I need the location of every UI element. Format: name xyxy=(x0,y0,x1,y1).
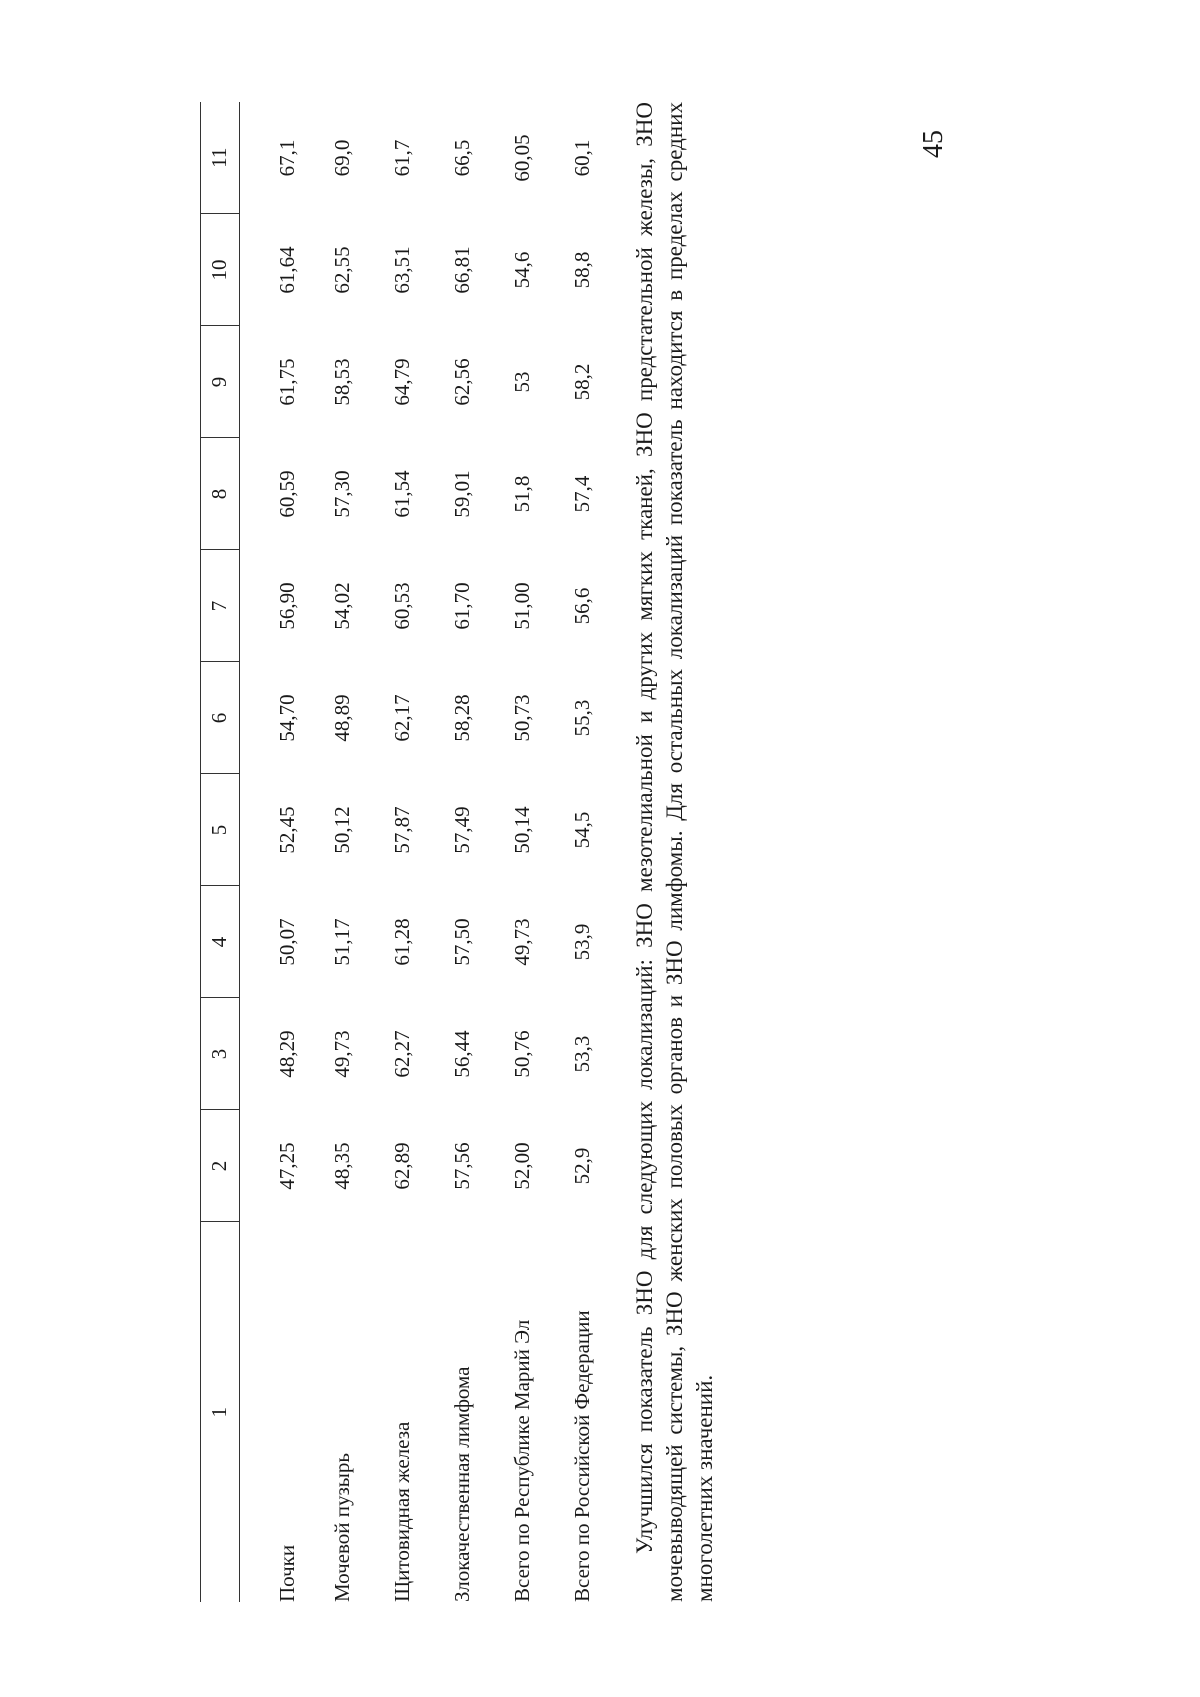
table-cell: 57,4 xyxy=(569,475,594,513)
table-cell: 52,9 xyxy=(569,1147,594,1185)
table-cell: 50,14 xyxy=(509,806,534,854)
table-cell: 57,56 xyxy=(449,1142,474,1190)
row-label: Щитовидная железа xyxy=(389,1421,414,1602)
table-cell: 48,89 xyxy=(329,694,354,742)
rotated-content xyxy=(200,90,760,1610)
column-header: 4 xyxy=(201,886,240,998)
table-row xyxy=(552,102,612,1602)
table-row xyxy=(492,102,552,1602)
table-cell: 50,73 xyxy=(509,694,534,742)
table-cell: 52,00 xyxy=(509,1142,534,1190)
table-cell: 56,44 xyxy=(449,1030,474,1078)
table-cell: 54,70 xyxy=(274,694,299,742)
column-header: 7 xyxy=(201,550,240,662)
table-cell: 60,59 xyxy=(274,470,299,518)
table-cell: 54,02 xyxy=(329,582,354,630)
table-cell: 62,55 xyxy=(329,246,354,294)
table-cell: 61,75 xyxy=(274,358,299,406)
table-cell: 56,90 xyxy=(274,582,299,630)
table-cell: 62,17 xyxy=(389,694,414,742)
table-row xyxy=(312,102,372,1602)
table-cell: 48,29 xyxy=(274,1030,299,1078)
summary-paragraph xyxy=(630,102,720,1602)
table-cell: 57,87 xyxy=(389,806,414,854)
table-cell: 60,05 xyxy=(509,134,534,182)
table-cell: 64,79 xyxy=(389,358,414,406)
table-cell: 51,8 xyxy=(509,475,534,513)
row-label: Всего по Российской Федерации xyxy=(569,1310,594,1602)
statistics-table xyxy=(200,102,612,1602)
table-cell: 61,64 xyxy=(274,246,299,294)
table-cell: 50,12 xyxy=(329,806,354,854)
table-row xyxy=(240,102,313,1602)
table-cell: 53 xyxy=(509,371,534,393)
table-cell: 57,49 xyxy=(449,806,474,854)
table-cell: 62,56 xyxy=(449,358,474,406)
column-header: 5 xyxy=(201,774,240,886)
table-cell: 52,45 xyxy=(274,806,299,854)
table-cell: 48,35 xyxy=(329,1142,354,1190)
row-label: Мочевой пузырь xyxy=(329,1453,354,1602)
table-cell: 61,7 xyxy=(389,139,414,177)
table-cell: 57,50 xyxy=(449,918,474,966)
table-cell: 61,28 xyxy=(389,918,414,966)
table-row xyxy=(372,102,432,1602)
column-header: 6 xyxy=(201,662,240,774)
column-header: 3 xyxy=(201,998,240,1110)
table-cell: 61,54 xyxy=(389,470,414,518)
table-cell: 50,76 xyxy=(509,1030,534,1078)
table-cell: 51,17 xyxy=(329,918,354,966)
table-row xyxy=(432,102,492,1602)
table-cell: 49,73 xyxy=(509,918,534,966)
table-cell: 47,25 xyxy=(274,1142,299,1190)
table-cell: 53,9 xyxy=(569,923,594,961)
row-label: Почки xyxy=(274,1544,299,1602)
table-cell: 60,53 xyxy=(389,582,414,630)
table-cell: 66,5 xyxy=(449,139,474,177)
table-cell: 51,00 xyxy=(509,582,534,630)
column-header: 8 xyxy=(201,438,240,550)
table-header-row xyxy=(201,102,240,1602)
table-cell: 67,1 xyxy=(274,139,299,177)
table-cell: 55,3 xyxy=(569,699,594,737)
table-cell: 58,8 xyxy=(569,251,594,289)
table-cell: 54,6 xyxy=(509,251,534,289)
table-cell: 56,6 xyxy=(569,587,594,625)
table-cell: 69,0 xyxy=(329,139,354,177)
table-cell: 58,53 xyxy=(329,358,354,406)
table-cell: 60,1 xyxy=(569,139,594,177)
table-cell: 53,3 xyxy=(569,1035,594,1073)
page-number: 45 xyxy=(918,130,949,158)
column-header: 9 xyxy=(201,326,240,438)
row-label: Злокачественная лимфома xyxy=(449,1366,474,1602)
column-header: 10 xyxy=(201,214,240,326)
table-cell: 59,01 xyxy=(449,470,474,518)
table-cell: 57,30 xyxy=(329,470,354,518)
table-cell: 49,73 xyxy=(329,1030,354,1078)
column-header: 1 xyxy=(201,1222,240,1602)
table-cell: 66,81 xyxy=(449,246,474,294)
table-cell: 58,2 xyxy=(569,363,594,401)
summary-text: Улучшился показатель ЗНО для следующих локализаций: ЗНО мезотелиальной и других мягких тканей, ЗНО предстательной железы, ЗНО мочевыводящей системы, ЗНО женских половых органов и ЗНО лимфомы. Для остальных локализаций показатель находится в пределах средних многолетних значений. xyxy=(632,102,717,1602)
table-cell: 61,70 xyxy=(449,582,474,630)
table-cell: 58,28 xyxy=(449,694,474,742)
column-header: 11 xyxy=(201,102,240,214)
table-cell: 50,07 xyxy=(274,918,299,966)
table-cell: 63,51 xyxy=(389,246,414,294)
table-cell: 62,89 xyxy=(389,1142,414,1190)
table-cell: 62,27 xyxy=(389,1030,414,1078)
row-label: Всего по Республике Марий Эл xyxy=(509,1319,534,1602)
column-header: 2 xyxy=(201,1110,240,1222)
table-cell: 54,5 xyxy=(569,811,594,849)
